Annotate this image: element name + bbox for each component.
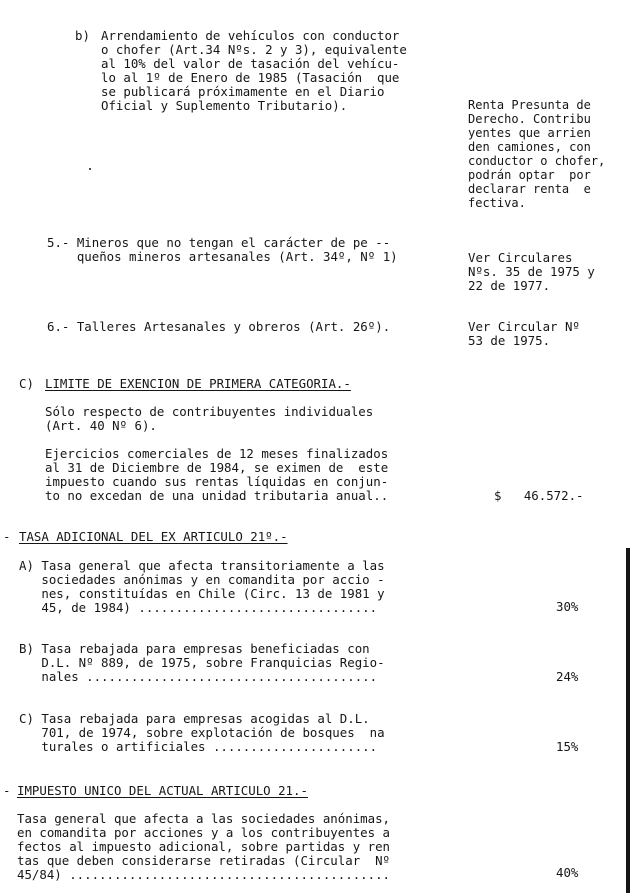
item-b-line-1: Arrendamiento de vehículos con conductor	[101, 28, 400, 43]
section-c-title: LIMITE DE EXENCION DE PRIMERA CATEGORIA.-	[45, 376, 351, 391]
section-tasa-marker: -	[3, 529, 11, 544]
tasa-c-rate: 15%	[556, 739, 579, 754]
unico-rate: 40%	[556, 865, 579, 880]
item-5-line-2: queños mineros artesanales (Art. 34º, Nº 1)	[47, 249, 398, 264]
unico-line-3: fectos al impuesto adicional, sobre partidas y ren	[17, 839, 390, 854]
item-b-note-line-1: Renta Presunta de	[468, 98, 591, 112]
section-c-para2-line-1: Ejercicios comerciales de 12 meses finalizados	[45, 446, 389, 461]
item-5-note-line-2: Nºs. 35 de 1975 y	[468, 264, 595, 279]
tasa-a-line-4: 45, de 1984) ................................	[19, 600, 378, 615]
item-5-line-1: 5.- Mineros que no tengan el carácter de pe --	[47, 235, 391, 250]
unico-line-5: 45/84) ...........................................	[17, 867, 390, 882]
item-b-line-4: lo al 1º de Enero de 1985 (Tasación que	[101, 70, 400, 85]
tasa-c-line-3: turales o artificiales ......................	[19, 739, 378, 754]
item-b-note-line-7: declarar renta e	[468, 182, 591, 196]
section-c-para1-line-2: (Art. 40 Nº 6).	[45, 418, 157, 433]
item-5-note-line-1: Ver Circulares	[468, 250, 573, 265]
unico-line-1: Tasa general que afecta a las sociedades anónimas,	[17, 811, 390, 826]
tasa-b-line-2: D.L. Nº 889, de 1975, sobre Franquicias Regio-	[19, 655, 385, 670]
section-c-para2-line-4: to no excedan de una unidad tributaria anual..	[45, 488, 389, 503]
tasa-a-line-3: nes, constituídas en Chile (Circ. 13 de 1981 y	[19, 586, 385, 601]
tasa-b-line-1: B) Tasa rebajada para empresas beneficiadas con	[19, 641, 370, 656]
item-b-note-line-3: yentes que arrien	[468, 126, 591, 140]
tasa-c-line-2: 701, de 1974, sobre explotación de bosques na	[19, 725, 385, 740]
item-b-note-line-8: fectiva.	[468, 196, 526, 210]
scan-edge-bar	[626, 548, 630, 893]
section-c-para2-line-3: impuesto cuando sus rentas líquidas en conjun-	[45, 474, 389, 489]
item-b-note-line-2: Derecho. Contribu	[468, 112, 591, 126]
section-c-para1-line-1: Sólo respecto de contribuyentes individuales	[45, 404, 374, 419]
item-b-line-3: al 10% del valor de tasación del vehícu-	[101, 56, 400, 71]
item-b-note-line-4: den camiones, con	[468, 140, 591, 154]
item-6-line: 6.- Talleres Artesanales y obreros (Art. 26º).	[47, 319, 391, 334]
item-6-note-line-2: 53 de 1975.	[468, 333, 551, 348]
item-b-line-5: se publicará próximamente en el Diario	[101, 84, 385, 99]
section-c-para2-line-2: al 31 de Diciembre de 1984, se eximen de este	[45, 460, 389, 475]
section-unico-marker: -	[3, 783, 11, 798]
tasa-b-line-3: nales .......................................	[19, 669, 378, 684]
section-unico-title: IMPUESTO UNICO DEL ACTUAL ARTICULO 21.-	[17, 783, 308, 798]
item-b-note-line-5: conductor o chofer,	[468, 154, 606, 168]
stray-mark	[89, 168, 91, 170]
section-tasa-title: TASA ADICIONAL DEL EX ARTICULO 21º.-	[19, 529, 288, 544]
unico-line-2: en comandita por acciones y a los contribuyentes a	[17, 825, 390, 840]
item-5-note-line-3: 22 de 1977.	[468, 278, 551, 293]
item-b-marker: b)	[75, 28, 90, 43]
tasa-b-rate: 24%	[556, 669, 579, 684]
section-c-marker: C)	[19, 376, 34, 391]
item-b-line-2: o chofer (Art.34 Nºs. 2 y 3), equivalente	[101, 42, 407, 57]
unico-line-4: tas que deben considerarse retiradas (Circular Nº	[17, 853, 390, 868]
item-b-line-6: Oficial y Suplemento Tributario).	[101, 98, 348, 113]
tasa-a-line-2: sociedades anónimas y en comandita por accio -	[19, 572, 385, 587]
item-b-note-line-6: podrán optar por	[468, 168, 591, 182]
tasa-a-rate: 30%	[556, 599, 579, 614]
tasa-c-line-1: C) Tasa rebajada para empresas acogidas al D.L.	[19, 711, 370, 726]
item-6-note-line-1: Ver Circular Nº	[468, 319, 580, 334]
tasa-a-line-1: A) Tasa general que afecta transitoriamente a las	[19, 558, 385, 573]
section-c-amount: $ 46.572.-	[494, 488, 584, 503]
